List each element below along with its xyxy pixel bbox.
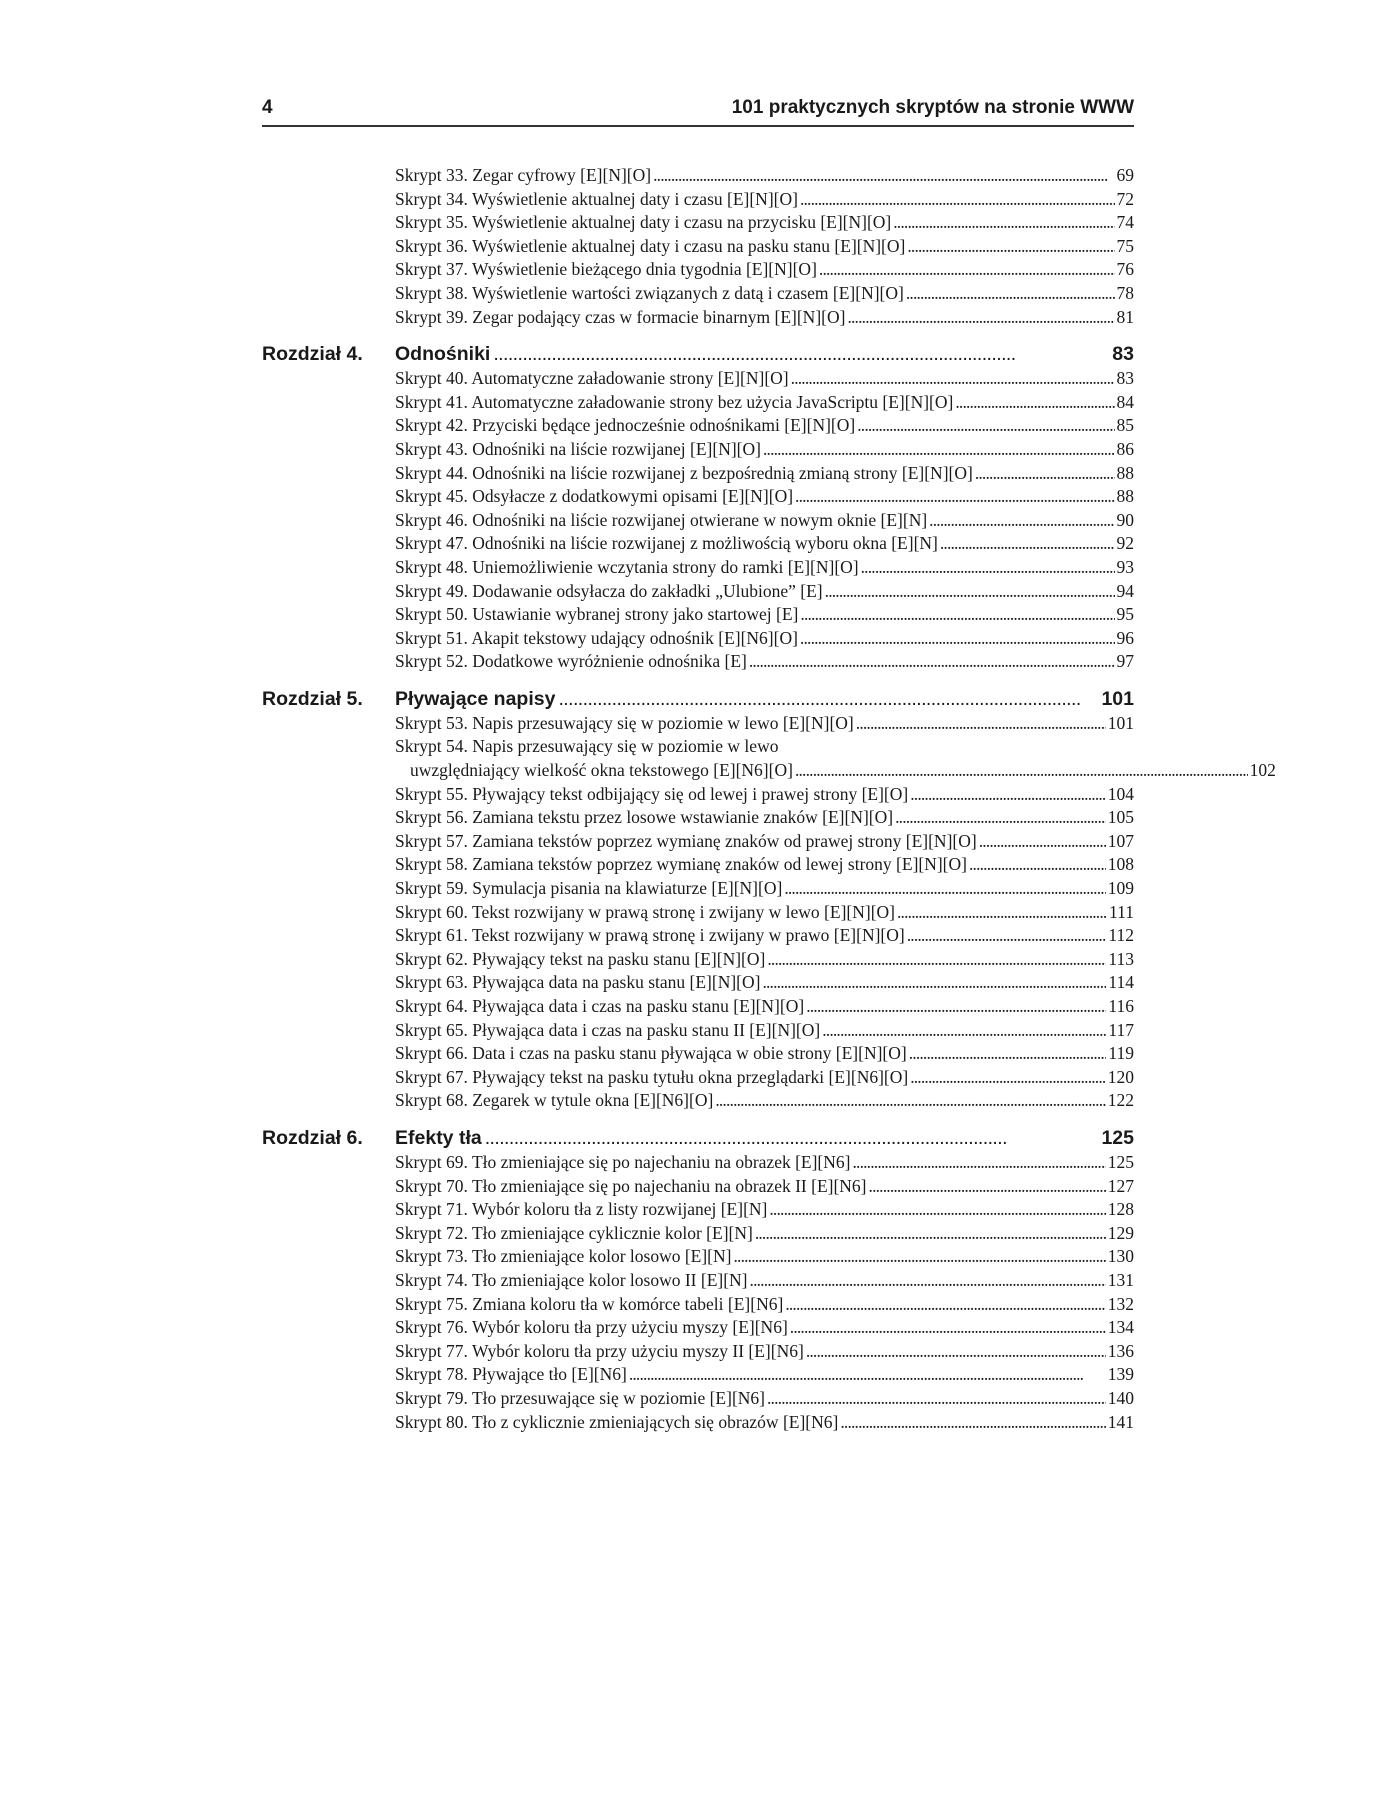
chapter-label: Rozdział 6. — [262, 1126, 363, 1149]
toc-entry-title: Skrypt 44. Odnośniki na liście rozwijanej z bezpośrednią zmianą strony [E][N][O] — [395, 462, 973, 483]
toc-entry — [395, 1363, 1134, 1387]
toc-entry — [395, 1293, 1134, 1317]
toc-entry-title: Skrypt 62. Pływający tekst na pasku stanu [E][N][O] — [395, 948, 766, 969]
toc-entry-title: Skrypt 57. Zamiana tekstów poprzez wymianę znaków od prawej strony [E][N][O] — [395, 830, 977, 851]
dot-leader — [485, 1125, 1099, 1151]
toc-entry-page: 90 — [1116, 509, 1134, 530]
toc-entry-title: Skrypt 53. Napis przesuwający się w poziomie w lewo [E][N][O] — [395, 712, 854, 733]
toc-entry — [395, 1151, 1134, 1175]
toc-entry-page: 139 — [1107, 1364, 1134, 1385]
chapter-heading — [262, 686, 1134, 712]
toc-entry — [395, 1066, 1134, 1090]
toc-entry — [395, 580, 1134, 604]
toc-entry — [395, 282, 1134, 306]
page-number: 4 — [262, 97, 273, 118]
toc-entry-title: Skrypt 65. Pływająca data i czas na pasku stanu II [E][N][O] — [395, 1019, 821, 1040]
toc-entry — [395, 853, 1134, 877]
toc-entry-page: 109 — [1107, 878, 1134, 899]
toc-entry-title: Skrypt 34. Wyświetlenie aktualnej daty i czasu [E][N][O] — [395, 188, 798, 209]
table-of-contents — [262, 164, 1276, 1434]
dot-leader — [940, 532, 1115, 556]
toc-entry-title: Skrypt 48. Uniemożliwienie wczytania strony do ramki [E][N][O] — [395, 556, 859, 577]
toc-entry-title: Skrypt 41. Automatyczne załadowanie strony bez użycia JavaScriptu [E][N][O] — [395, 391, 954, 412]
toc-entry — [395, 1089, 1134, 1113]
toc-entry-title: Skrypt 37. Wyświetlenie bieżącego dnia tygodnia [E][N][O] — [395, 259, 817, 280]
toc-entry-title: Skrypt 36. Wyświetlenie aktualnej daty i czasu na pasku stanu [E][N][O] — [395, 235, 906, 256]
dot-leader — [819, 258, 1115, 282]
toc-entry — [395, 414, 1134, 438]
dot-leader — [955, 391, 1114, 415]
toc-entry-title: Skrypt 40. Automatyczne załadowanie strony [E][N][O] — [395, 368, 789, 389]
toc-entry — [395, 556, 1134, 580]
dot-leader — [907, 235, 1114, 259]
toc-entry-title: Skrypt 68. Zegarek w tytule okna [E][N6][O] — [395, 1090, 714, 1111]
toc-entry — [395, 532, 1134, 556]
toc-entry — [395, 164, 1134, 188]
chapter-page: 101 — [1101, 687, 1134, 710]
toc-entry-page: 140 — [1107, 1387, 1134, 1408]
toc-entry-page: 74 — [1116, 212, 1134, 233]
toc-entry — [395, 712, 1134, 736]
toc-entry-title: Skrypt 63. Pływająca data na pasku stanu [E][N][O] — [395, 972, 761, 993]
chapter-title: Odnośniki — [395, 343, 491, 366]
toc-entry — [395, 1198, 1134, 1222]
toc-entry — [395, 830, 1134, 854]
toc-entry-page: 105 — [1107, 807, 1134, 828]
toc-entry — [395, 995, 1134, 1019]
toc-entry-page: 102 — [1249, 760, 1276, 781]
chapter-heading — [262, 341, 1134, 367]
toc-entry-title: Skrypt 46. Odnośniki na liście rozwijanej otwierane w nowym oknie [E][N] — [395, 509, 928, 530]
dot-leader — [800, 603, 1114, 627]
chapter-label: Rozdział 4. — [262, 343, 363, 366]
toc-entry-page: 119 — [1108, 1043, 1134, 1064]
dot-leader — [847, 306, 1114, 330]
dot-leader — [791, 367, 1115, 391]
toc-entry — [395, 924, 1134, 948]
toc-entry-title: Skrypt 74. Tło zmieniające kolor losowo II [E][N] — [395, 1269, 748, 1290]
dot-leader — [715, 1089, 1105, 1113]
toc-entry-page: 76 — [1116, 259, 1134, 280]
dot-leader — [558, 686, 1098, 712]
toc-entry — [395, 971, 1134, 995]
toc-entry — [395, 1340, 1134, 1364]
toc-entry-title: Skrypt 47. Odnośniki na liście rozwijanej z możliwością wyboru okna [E][N] — [395, 533, 938, 554]
toc-entry — [395, 948, 1134, 972]
toc-entry-page: 127 — [1107, 1175, 1134, 1196]
toc-entry-page: 134 — [1107, 1317, 1134, 1338]
page-header — [262, 95, 1134, 127]
toc-entry-title: Skrypt 56. Zamiana tekstu przez losowe wstawianie znaków [E][N][O] — [395, 807, 894, 828]
toc-entry-title-continued: uwzględniający wielkość okna tekstowego [E][N6][O] — [410, 760, 793, 781]
dot-leader — [969, 853, 1106, 877]
dot-leader — [755, 1222, 1106, 1246]
toc-entry-page: 131 — [1107, 1269, 1134, 1290]
toc-entry-page: 113 — [1108, 948, 1134, 969]
dot-leader — [907, 924, 1107, 948]
toc-entry-title: Skrypt 49. Dodawanie odsyłacza do zakładki „Ulubione” [E] — [395, 580, 823, 601]
toc-entry-page: 72 — [1116, 188, 1134, 209]
dot-leader — [910, 783, 1106, 807]
toc-entry-title: Skrypt 78. Pływające tło [E][N6] — [395, 1364, 627, 1385]
toc-entry — [395, 367, 1134, 391]
toc-entry-title: Skrypt 71. Wybór koloru tła z listy rozwijanej [E][N] — [395, 1199, 768, 1220]
toc-entry — [395, 627, 1134, 651]
toc-entry-page: 104 — [1107, 783, 1134, 804]
dot-leader — [769, 1198, 1105, 1222]
toc-entry-title: Skrypt 80. Tło z cyklicznie zmieniających się obrazów [E][N6] — [395, 1411, 839, 1432]
toc-entry-title: Skrypt 51. Akapit tekstowy udający odnośnik [E][N6][O] — [395, 627, 798, 648]
dot-leader — [785, 1293, 1105, 1317]
toc-entry — [395, 188, 1134, 212]
toc-entry-page: 83 — [1116, 368, 1134, 389]
dot-leader — [795, 759, 1248, 783]
dot-leader — [795, 485, 1114, 509]
toc-entry — [395, 1387, 1134, 1411]
toc-entry — [395, 438, 1134, 462]
dot-leader — [790, 1316, 1106, 1340]
dot-leader — [763, 438, 1115, 462]
toc-entry-page: 85 — [1116, 415, 1134, 436]
toc-entry — [395, 391, 1134, 415]
dot-leader — [629, 1363, 1106, 1387]
chapter-title: Pływające napisy — [395, 687, 556, 710]
toc-entry-title: Skrypt 73. Tło zmieniające kolor losowo [E][N] — [395, 1246, 732, 1267]
toc-entry-title: Skrypt 54. Napis przesuwający się w poziomie w lewo — [395, 736, 779, 757]
toc-entry — [395, 806, 1134, 830]
dot-leader — [909, 1042, 1107, 1066]
dot-leader — [653, 164, 1114, 188]
toc-entry-page: 88 — [1116, 486, 1134, 507]
dot-leader — [897, 901, 1107, 925]
toc-entry-title: Skrypt 67. Pływający tekst na pasku tytułu okna przeglądarki [E][N6][O] — [395, 1066, 909, 1087]
toc-entry-page: 112 — [1108, 925, 1134, 946]
toc-entry — [395, 877, 1134, 901]
toc-entry-page: 111 — [1109, 901, 1134, 922]
dot-leader — [869, 1175, 1106, 1199]
toc-entry-title: Skrypt 35. Wyświetlenie aktualnej daty i czasu na przycisku [E][N][O] — [395, 212, 892, 233]
dot-leader — [733, 1245, 1105, 1269]
toc-entry — [395, 485, 1134, 509]
dot-leader — [806, 995, 1106, 1019]
dot-leader — [762, 971, 1106, 995]
dot-leader — [800, 627, 1115, 651]
toc-entry-page: 129 — [1107, 1222, 1134, 1243]
toc-entry — [395, 1175, 1134, 1199]
toc-entry-page: 116 — [1108, 996, 1134, 1016]
toc-entry — [395, 235, 1134, 259]
toc-entry-title: Skrypt 72. Tło zmieniające cyklicznie kolor [E][N] — [395, 1222, 753, 1243]
toc-entry-page: 141 — [1107, 1411, 1134, 1432]
toc-entry-title: Skrypt 39. Zegar podający czas w formacie binarnym [E][N][O] — [395, 306, 846, 327]
dot-leader — [893, 211, 1114, 235]
dot-leader — [979, 830, 1106, 854]
toc-entry-page: 108 — [1107, 854, 1134, 875]
dot-leader — [822, 1019, 1106, 1043]
toc-entry-page: 88 — [1116, 462, 1134, 483]
toc-entry — [395, 258, 1134, 282]
dot-leader — [840, 1411, 1105, 1435]
toc-entry — [395, 603, 1134, 627]
toc-entry-title: Skrypt 76. Wybór koloru tła przy użyciu myszy [E][N6] — [395, 1317, 788, 1338]
dot-leader — [861, 556, 1115, 580]
toc-entry-title: Skrypt 45. Odsyłacze z dodatkowymi opisami [E][N][O] — [395, 486, 794, 507]
toc-entry-title: Skrypt 60. Tekst rozwijany w prawą stronę i zwijany w lewo [E][N][O] — [395, 901, 895, 922]
toc-entry-title: Skrypt 75. Zmiana koloru tła w komórce tabeli [E][N6] — [395, 1293, 784, 1314]
dot-leader — [800, 188, 1115, 212]
dot-leader — [910, 1066, 1106, 1090]
toc-entry-page: 95 — [1116, 604, 1134, 625]
toc-entry-page: 130 — [1107, 1246, 1134, 1267]
running-title: 101 praktycznych skryptów na stronie WWW — [731, 97, 1134, 118]
toc-entry-page: 75 — [1116, 235, 1134, 256]
toc-entry-page: 81 — [1116, 306, 1134, 327]
toc-entry-page: 122 — [1107, 1090, 1134, 1111]
toc-entry-title: Skrypt 69. Tło zmieniające się po najechaniu na obrazek [E][N6] — [395, 1151, 851, 1172]
toc-entry-title: Skrypt 79. Tło przesuwające się w poziomie [E][N6] — [395, 1387, 765, 1408]
toc-entry-title: Skrypt 70. Tło zmieniające się po najechaniu na obrazek II [E][N6] — [395, 1175, 867, 1196]
toc-entry — [395, 1269, 1134, 1293]
chapter-heading — [262, 1125, 1134, 1151]
toc-entry — [395, 650, 1134, 674]
dot-leader — [975, 462, 1115, 486]
toc-entry-page: 84 — [1116, 391, 1134, 412]
toc-entry-page: 117 — [1108, 1019, 1134, 1040]
dot-leader — [895, 806, 1106, 830]
toc-entry-page: 125 — [1107, 1151, 1134, 1172]
toc-entry-page: 86 — [1116, 438, 1134, 459]
toc-entry — [395, 901, 1134, 925]
toc-entry — [395, 1222, 1134, 1246]
dot-leader — [784, 877, 1105, 901]
toc-entry — [395, 1019, 1134, 1043]
dot-leader — [852, 1151, 1105, 1175]
toc-entry-title: Skrypt 42. Przyciski będące jednocześnie odnośnikami [E][N][O] — [395, 415, 856, 436]
toc-entry — [395, 509, 1134, 533]
toc-entry-title: Skrypt 58. Zamiana tekstów poprzez wymianę znaków od lewej strony [E][N][O] — [395, 854, 967, 875]
chapter-page: 125 — [1101, 1126, 1134, 1149]
toc-entry-page: 120 — [1107, 1066, 1134, 1087]
toc-entry-title: Skrypt 55. Pływający tekst odbijający się od lewej i prawej strony [E][O] — [395, 783, 909, 804]
toc-entry-page: 107 — [1107, 830, 1134, 851]
toc-entry — [395, 1245, 1134, 1269]
toc-entry — [395, 1411, 1134, 1435]
toc-entry-page: 136 — [1107, 1340, 1134, 1361]
toc-entry-title: Skrypt 59. Symulacja pisania na klawiaturze [E][N][O] — [395, 878, 783, 899]
toc-entry — [395, 1042, 1134, 1066]
toc-entry — [395, 211, 1134, 235]
toc-entry — [395, 783, 1134, 807]
toc-entry-page: 93 — [1116, 556, 1134, 577]
dot-leader — [825, 580, 1115, 604]
toc-entry-title: Skrypt 43. Odnośniki na liście rozwijanej [E][N][O] — [395, 438, 761, 459]
dot-leader — [906, 282, 1115, 306]
chapter-label: Rozdział 5. — [262, 687, 363, 710]
toc-entry-title: Skrypt 61. Tekst rozwijany w prawą stronę i zwijany w prawo [E][N][O] — [395, 925, 905, 946]
dot-leader — [857, 414, 1114, 438]
toc-entry — [395, 735, 1276, 782]
toc-entry-title: Skrypt 50. Ustawianie wybranej strony jako startowej [E] — [395, 604, 799, 625]
toc-entry-page: 101 — [1107, 712, 1134, 733]
toc-entry — [395, 1316, 1134, 1340]
toc-entry-page: 128 — [1107, 1199, 1134, 1220]
toc-entry-page: 94 — [1116, 580, 1134, 601]
toc-entry-page: 114 — [1108, 972, 1134, 993]
toc-entry-title: Skrypt 33. Zegar cyfrowy [E][N][O] — [395, 165, 652, 185]
toc-entry-title: Skrypt 64. Pływająca data i czas na pasku stanu [E][N][O] — [395, 996, 805, 1016]
dot-leader — [767, 1387, 1106, 1411]
toc-entry-page: 96 — [1116, 627, 1134, 648]
toc-entry-title: Skrypt 77. Wybór koloru tła przy użyciu myszy II [E][N6] — [395, 1340, 804, 1361]
chapter-title: Efekty tła — [395, 1126, 482, 1149]
dot-leader — [806, 1340, 1106, 1364]
dot-leader — [767, 948, 1106, 972]
toc-entry-page: 97 — [1116, 651, 1134, 672]
toc-entry-page: 69 — [1116, 165, 1134, 185]
dot-leader — [750, 1269, 1106, 1293]
dot-leader — [856, 712, 1106, 736]
toc-entry-title: Skrypt 66. Data i czas na pasku stanu pływająca w obie strony [E][N][O] — [395, 1043, 907, 1064]
toc-entry-title: Skrypt 52. Dodatkowe wyróżnienie odnośnika [E] — [395, 651, 747, 672]
toc-entry-page: 92 — [1116, 533, 1134, 554]
toc-entry — [395, 462, 1134, 486]
toc-entry-page: 78 — [1116, 282, 1134, 303]
toc-entry-page: 132 — [1107, 1293, 1134, 1314]
dot-leader — [749, 650, 1115, 674]
toc-entry-title: Skrypt 38. Wyświetlenie wartości związanych z datą i czasem [E][N][O] — [395, 282, 904, 303]
dot-leader — [929, 509, 1114, 533]
toc-entry — [395, 306, 1134, 330]
dot-leader — [493, 341, 1109, 367]
chapter-page: 83 — [1112, 343, 1134, 366]
